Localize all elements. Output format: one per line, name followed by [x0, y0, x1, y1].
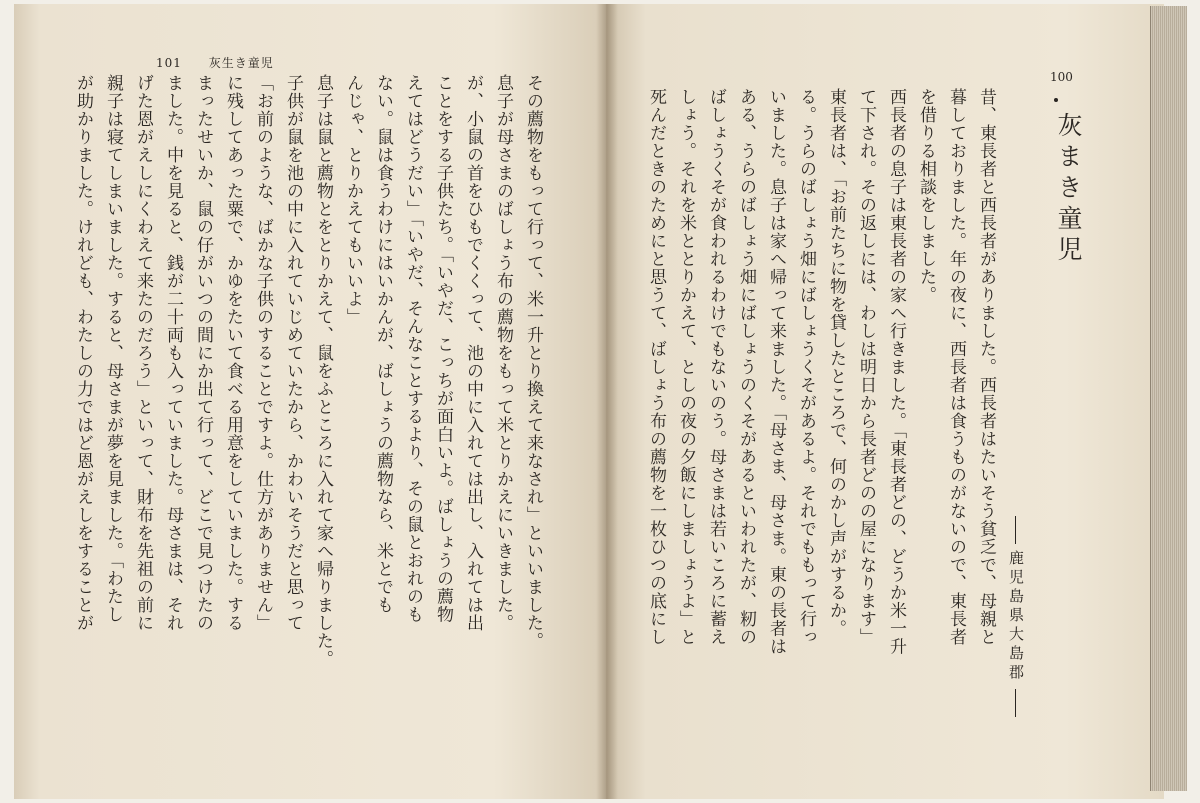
- story-source: [1006, 516, 1027, 717]
- right-line: を借りる相談をしました。: [916, 88, 936, 304]
- left-line: 息子は鼠と薦物とをとりかえて、鼠をふところに入れて家へ帰りました。: [313, 74, 333, 668]
- left-running-title: 灰生き童児: [208, 56, 274, 70]
- right-line: て下され。その返しには、わしは明日から長者どのの屋になります」: [856, 88, 876, 646]
- right-line: ばしょうくそが食われるわけでもないのう。母さまは若いころに蓄え: [706, 88, 726, 646]
- page-edges: [1150, 6, 1187, 791]
- left-line: えてはどうだい」「いやだ、そんなことするより、その鼠とおれのも: [403, 74, 423, 624]
- title-mark: [1054, 98, 1058, 102]
- left-line: ました。中を見ると、銭が二十両も入っていました。母さまは、それ: [163, 74, 183, 632]
- right-page-number: 100: [1050, 70, 1073, 84]
- left-line: んじゃ、とりかえてもいいよ」: [343, 74, 363, 326]
- book-gutter: [596, 4, 618, 799]
- right-line: 暮しておりました。年の夜に、西長者は食うものがないので、東長者: [946, 88, 966, 646]
- left-line: その薦物をもって行って、米一升とり換えて来なされ」といいました。: [523, 74, 543, 650]
- left-line: まったせいか、鼠の仔がいつの間にか出て行って、どこで見つけたの: [193, 74, 213, 632]
- left-body-text: [68, 74, 548, 764]
- right-body-text: [641, 88, 1001, 748]
- right-line: 東長者は、「お前たちに物を貸したところで、何のかし声がするか。: [826, 88, 846, 638]
- left-line: が助かりました。けれども、わたしの力ではど恩がえしをすることが: [73, 74, 93, 632]
- left-line: 息子が母さまのばしょう布の薦物をもって米とりかえにいきました。: [493, 74, 513, 632]
- left-page-number: 101: [156, 56, 182, 70]
- left-line: 子供が鼠を池の中に入れていじめていたから、かわいそうだと思って: [283, 74, 303, 632]
- right-line: る。うらのばしょう畑にばしょうくそがあるよ。それでももって行っ: [796, 88, 816, 646]
- left-line: 「お前のような、ばかな子供のすることですよ。仕方がありません」: [253, 74, 273, 632]
- right-line: 西長者の息子は東長者の家へ行きました。「東長者どの、どうか米一升: [886, 88, 906, 656]
- left-line: 親子は寝てしまいました。すると、母さまが夢を見ました。「わたし: [103, 74, 123, 624]
- left-line: に残してあった粟で、かゆをたいて食べる用意をしていました。する: [223, 74, 243, 632]
- right-line: ある、うらのばしょう畑にばしょうのくそがあるといわれたが、籾の: [736, 88, 756, 646]
- left-line: ことをする子供たち。「いやだ、こっちが面白いよ。ばしょうの薦物: [433, 74, 453, 624]
- left-running-header: [156, 54, 274, 71]
- right-line: 死んだときのためにと思うて、ばしょう布の薦物を一枚ひつの底にし: [646, 88, 666, 646]
- right-line: 昔、東長者と西長者がありました。西長者はたいそう貧乏で、母親と: [976, 88, 996, 646]
- story-title: 灰まき童児: [1054, 112, 1083, 267]
- right-line: しょう。それを米ととりかえて、としの夜の夕飯にしましょうよ」と: [676, 88, 696, 646]
- left-line: ない。鼠は食うわけにはいかんが、ばしょうの薦物なら、米とでも: [373, 74, 393, 614]
- right-line: いました。息子は家へ帰って来ました。「母さま、母さま。東の長者は: [766, 88, 786, 656]
- left-line: げた恩がえしにくわえて来たのだろう」といって、財布を先祖の前に: [133, 74, 153, 632]
- left-line: が、小鼠の首をひもでくくって、池の中に入れては出し、入れては出: [463, 74, 483, 632]
- story-source-text: 鹿児島県大島郡: [1007, 550, 1025, 683]
- book-spread: [14, 4, 1164, 799]
